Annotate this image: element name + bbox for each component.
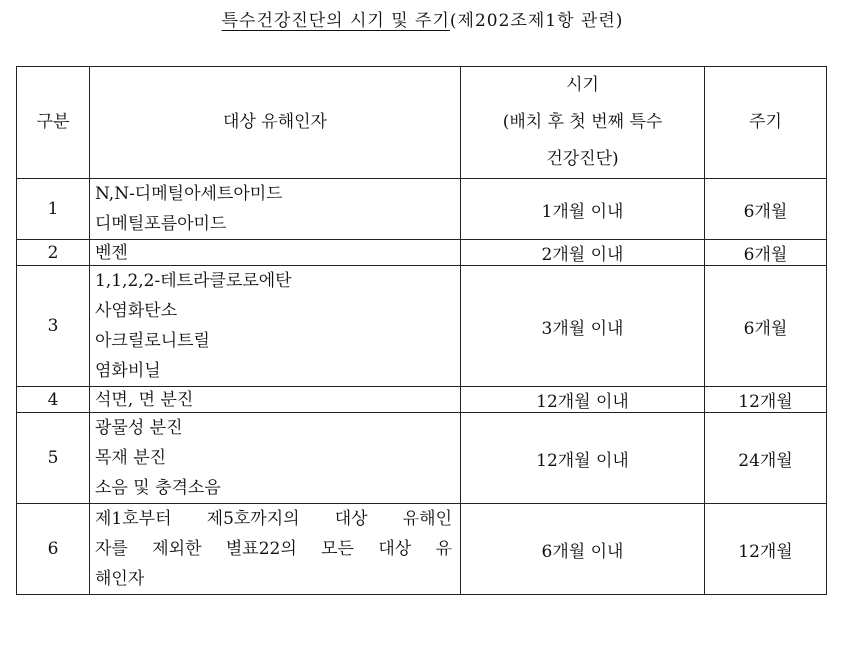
row-substances bbox=[90, 266, 461, 387]
row-substances bbox=[90, 504, 461, 595]
row-timing: 2개월 이내 bbox=[461, 240, 705, 266]
row-no: 6 bbox=[17, 504, 90, 595]
header-timing-line: (배치 후 첫 번째 특수 bbox=[502, 112, 663, 132]
table-header-row bbox=[17, 67, 827, 179]
row-no: 2 bbox=[17, 240, 90, 266]
table-row bbox=[17, 413, 827, 504]
substance-item: 디메틸포름아미드 bbox=[95, 214, 227, 234]
table-row bbox=[17, 266, 827, 387]
substance-item: 제1호부터 제5호까지의 대상 유해인 bbox=[95, 509, 452, 529]
title-main: 특수건강진단의 시기 및 주기 bbox=[221, 11, 450, 31]
table-row bbox=[17, 240, 827, 266]
substance-item: N,N-디메틸아세트아미드 bbox=[95, 184, 283, 204]
row-cycle: 12개월 bbox=[705, 387, 827, 413]
header-substance: 대상 유해인자 bbox=[90, 67, 461, 179]
table-row bbox=[17, 387, 827, 413]
row-substances bbox=[90, 387, 461, 413]
table-row bbox=[17, 179, 827, 240]
row-timing: 3개월 이내 bbox=[461, 266, 705, 387]
health-exam-schedule-table bbox=[16, 66, 827, 595]
document-title bbox=[0, 6, 845, 31]
substance-item: 염화비닐 bbox=[95, 361, 161, 381]
substance-item: 광물성 분진 bbox=[95, 418, 183, 438]
row-cycle: 6개월 bbox=[705, 240, 827, 266]
row-cycle: 6개월 bbox=[705, 179, 827, 240]
row-cycle: 12개월 bbox=[705, 504, 827, 595]
row-substances bbox=[90, 240, 461, 266]
header-timing-line: 건강진단) bbox=[546, 149, 619, 169]
row-timing: 12개월 이내 bbox=[461, 387, 705, 413]
row-timing: 1개월 이내 bbox=[461, 179, 705, 240]
substance-item: 벤젠 bbox=[95, 242, 128, 263]
title-reference: (제202조제1항 관련) bbox=[449, 11, 624, 31]
substance-item: 1,1,2,2-테트라클로로에탄 bbox=[95, 271, 292, 291]
header-timing-line: 시기 bbox=[566, 75, 599, 95]
row-cycle: 6개월 bbox=[705, 266, 827, 387]
row-timing: 6개월 이내 bbox=[461, 504, 705, 595]
row-substances bbox=[90, 413, 461, 504]
substance-item: 석면, 면 분진 bbox=[95, 389, 194, 410]
substance-item: 해인자 bbox=[95, 569, 145, 589]
row-no: 3 bbox=[17, 266, 90, 387]
row-substances bbox=[90, 179, 461, 240]
row-cycle: 24개월 bbox=[705, 413, 827, 504]
substance-item: 자를 제외한 별표22의 모든 대상 유 bbox=[95, 539, 452, 559]
row-no: 5 bbox=[17, 413, 90, 504]
row-no: 1 bbox=[17, 179, 90, 240]
substance-item: 사염화탄소 bbox=[95, 301, 178, 321]
substance-item: 목재 분진 bbox=[95, 448, 167, 468]
header-cycle: 주기 bbox=[705, 67, 827, 179]
table-row bbox=[17, 504, 827, 595]
substance-item: 아크릴로니트릴 bbox=[95, 331, 210, 351]
header-timing bbox=[461, 67, 705, 179]
header-no: 구분 bbox=[17, 67, 90, 179]
row-timing: 12개월 이내 bbox=[461, 413, 705, 504]
substance-item: 소음 및 충격소음 bbox=[95, 478, 221, 498]
row-no: 4 bbox=[17, 387, 90, 413]
